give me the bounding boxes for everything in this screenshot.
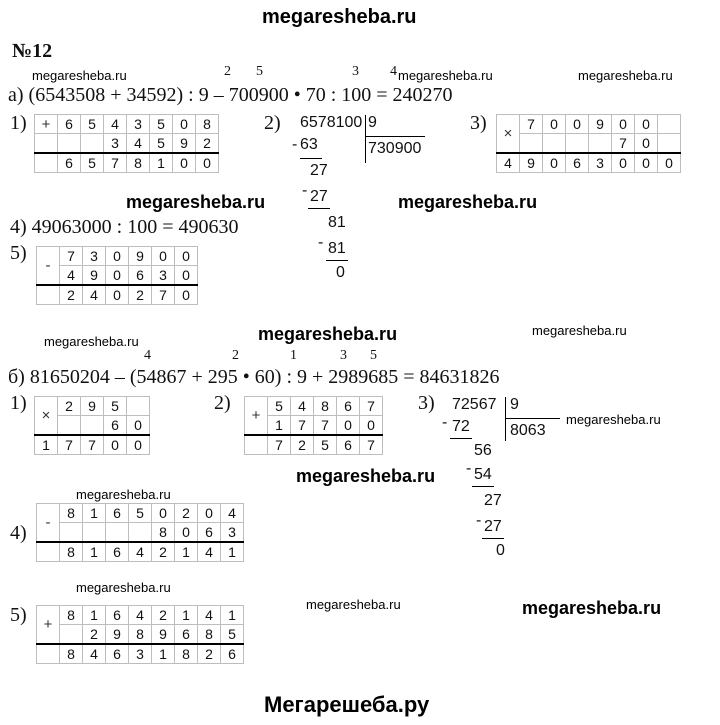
digit: 8 — [152, 523, 175, 543]
digit: 1 — [175, 542, 198, 562]
digit — [520, 134, 543, 154]
step-label: 3) — [470, 112, 487, 134]
digit: 4 — [127, 134, 150, 154]
digit: 2 — [129, 285, 152, 305]
digit: 5 — [81, 115, 104, 134]
digit: 0 — [635, 115, 658, 134]
divisor: 9 — [510, 396, 519, 413]
addition-table — [36, 605, 244, 664]
digit — [543, 134, 566, 154]
step-label: 2) — [214, 392, 231, 414]
dividend: 6578100 — [300, 114, 363, 131]
watermark-bottom: Мегарешеба.ру — [264, 692, 430, 717]
division-bar — [505, 418, 560, 419]
watermark: megaresheba.ru — [532, 323, 627, 338]
division-line: 56 — [474, 442, 492, 459]
digit: 7 — [291, 416, 314, 436]
watermark: megaresheba.ru — [44, 334, 139, 349]
digit: 9 — [152, 625, 175, 645]
step-label: 1) — [10, 392, 27, 414]
minus-sign: - — [37, 504, 60, 543]
digit: 7 — [612, 134, 635, 154]
digit: 0 — [152, 247, 175, 266]
watermark: megaresheba.ru — [76, 487, 171, 502]
order-mark: 1 — [290, 348, 297, 363]
digit: 6 — [566, 153, 589, 173]
subtraction-table — [36, 246, 198, 305]
digit: 0 — [104, 435, 127, 455]
digit: 3 — [152, 266, 175, 286]
digit: 6 — [106, 542, 129, 562]
digit: 0 — [612, 115, 635, 134]
digit: 5 — [129, 504, 152, 523]
division-line: 27 — [484, 492, 502, 509]
digit: 0 — [658, 153, 681, 173]
digit — [106, 523, 129, 543]
multiplication-table — [496, 114, 681, 173]
digit: 9 — [589, 115, 612, 134]
watermark: megaresheba.ru — [578, 68, 673, 83]
digit: 7 — [520, 115, 543, 134]
digit: 1 — [83, 542, 106, 562]
digit: 6 — [104, 416, 127, 436]
cell — [37, 285, 60, 305]
digit: 2 — [175, 504, 198, 523]
step-4-equation: 4) 49063000 : 100 = 490630 — [10, 216, 239, 238]
digit: 1 — [150, 153, 173, 173]
digit: 7 — [152, 285, 175, 305]
digit: 6 — [221, 644, 244, 664]
digit: 1 — [221, 542, 244, 562]
digit — [129, 523, 152, 543]
digit — [60, 625, 83, 645]
digit: 8 — [198, 625, 221, 645]
digit: 4 — [129, 606, 152, 625]
digit: 4 — [60, 266, 83, 286]
digit: 2 — [152, 542, 175, 562]
digit: 5 — [150, 134, 173, 154]
digit: 0 — [106, 266, 129, 286]
watermark: megaresheba.ru — [522, 598, 662, 618]
digit: 3 — [104, 134, 127, 154]
rule — [300, 158, 322, 159]
order-mark: 3 — [352, 64, 359, 79]
digit: 5 — [221, 625, 244, 645]
digit — [60, 523, 83, 543]
order-mark: 3 — [340, 348, 347, 363]
watermark: megaresheba.ru — [76, 580, 171, 595]
rule — [472, 486, 494, 487]
division-line: 0 — [336, 264, 345, 281]
addition-table — [34, 114, 219, 173]
multiplication-table — [34, 396, 150, 455]
addition-table — [244, 396, 383, 455]
digit: 5 — [81, 153, 104, 173]
order-mark: 4 — [144, 348, 151, 363]
digit: 0 — [543, 153, 566, 173]
watermark: megaresheba.ru — [296, 466, 436, 486]
digit: 6 — [175, 625, 198, 645]
digit: 8 — [129, 625, 152, 645]
watermark: megaresheba.ru — [566, 412, 661, 427]
digit: 8 — [60, 504, 83, 523]
equation-a: а) (6543508 + 34592) : 9 – 700900 • 70 : 100 = 240270 — [8, 84, 453, 106]
times-sign: × — [497, 115, 520, 154]
minus-sign: - — [292, 136, 298, 153]
digit: 1 — [35, 435, 58, 455]
plus-sign: + — [245, 397, 268, 436]
order-mark: 4 — [390, 64, 397, 79]
digit: 0 — [175, 266, 198, 286]
digit: 6 — [58, 153, 81, 173]
digit: 6 — [106, 606, 129, 625]
equation-b: б) 81650204 – (54867 + 295 • 60) : 9 + 2989685 = 84631826 — [8, 366, 500, 388]
division-line: 54 — [474, 466, 492, 483]
digit: 2 — [152, 606, 175, 625]
digit: 1 — [83, 606, 106, 625]
digit: 6 — [337, 397, 360, 416]
division-bar — [505, 397, 506, 441]
digit: 4 — [83, 285, 106, 305]
digit: 4 — [291, 397, 314, 416]
digit: 3 — [83, 247, 106, 266]
digit: 9 — [520, 153, 543, 173]
digit: 9 — [81, 397, 104, 416]
digit — [81, 134, 104, 154]
watermark: megaresheba.ru — [258, 324, 398, 344]
digit: 0 — [635, 153, 658, 173]
digit — [566, 134, 589, 154]
divisor: 9 — [368, 114, 377, 131]
digit: 7 — [104, 153, 127, 173]
minus-sign: - — [302, 182, 308, 199]
watermark: megaresheba.ru — [398, 68, 493, 83]
watermark: megaresheba.ru — [398, 192, 538, 212]
digit: 0 — [152, 504, 175, 523]
digit: 4 — [83, 644, 106, 664]
digit: 3 — [127, 115, 150, 134]
minus-sign: - — [37, 247, 60, 286]
watermark: megaresheba.ru — [32, 68, 127, 83]
digit: 1 — [83, 504, 106, 523]
digit — [658, 115, 681, 134]
digit: 7 — [268, 435, 291, 455]
step-label: 2) — [264, 112, 281, 134]
digit: 2 — [83, 625, 106, 645]
digit: 2 — [60, 285, 83, 305]
digit: 0 — [173, 153, 196, 173]
step-label: 3) — [418, 392, 435, 414]
watermark: megaresheba.ru — [306, 597, 401, 612]
division-line: 27 — [484, 518, 502, 535]
digit: 1 — [221, 606, 244, 625]
digit: 5 — [314, 435, 337, 455]
division-line: 0 — [496, 542, 505, 559]
digit: 0 — [106, 247, 129, 266]
division-line: 72 — [452, 418, 470, 435]
watermark: megaresheba.ru — [126, 192, 266, 212]
digit: 0 — [360, 416, 383, 436]
digit — [58, 416, 81, 436]
division-line: 63 — [300, 136, 318, 153]
digit: 7 — [314, 416, 337, 436]
digit — [127, 397, 150, 416]
digit: 2 — [58, 397, 81, 416]
digit: 6 — [129, 266, 152, 286]
problem-number: №12 — [12, 40, 53, 62]
digit: 5 — [104, 397, 127, 416]
digit: 6 — [58, 115, 81, 134]
digit: 0 — [106, 285, 129, 305]
digit: 0 — [612, 153, 635, 173]
division-bar — [365, 136, 425, 137]
cell — [35, 153, 58, 173]
plus-sign: + — [35, 115, 58, 134]
digit: 2 — [196, 134, 219, 154]
digit — [589, 134, 612, 154]
rule — [326, 260, 348, 261]
digit: 8 — [175, 644, 198, 664]
digit: 0 — [127, 435, 150, 455]
digit: 1 — [175, 606, 198, 625]
plus-sign: + — [37, 606, 60, 645]
digit: 0 — [127, 416, 150, 436]
watermark-top: megaresheba.ru — [262, 6, 417, 28]
digit: 0 — [198, 504, 221, 523]
order-mark: 5 — [370, 348, 377, 363]
rule — [482, 538, 504, 539]
digit: 6 — [106, 644, 129, 664]
digit: 9 — [129, 247, 152, 266]
digit: 7 — [360, 397, 383, 416]
digit: 4 — [198, 606, 221, 625]
digit: 9 — [106, 625, 129, 645]
digit — [81, 416, 104, 436]
cell — [35, 134, 58, 154]
digit: 5 — [150, 115, 173, 134]
division-line: 27 — [310, 162, 328, 179]
step-label: 1) — [10, 112, 27, 134]
cell — [37, 644, 60, 664]
digit: 4 — [129, 542, 152, 562]
dividend: 72567 — [452, 396, 497, 413]
digit: 1 — [152, 644, 175, 664]
digit: 0 — [173, 115, 196, 134]
digit: 7 — [60, 247, 83, 266]
digit: 8 — [60, 644, 83, 664]
subtraction-table — [36, 503, 244, 562]
division-line: 27 — [310, 188, 328, 205]
digit: 8 — [196, 115, 219, 134]
quotient: 8063 — [510, 422, 546, 439]
division-bar — [365, 115, 366, 163]
digit: 8 — [60, 542, 83, 562]
digit: 7 — [81, 435, 104, 455]
digit: 0 — [566, 115, 589, 134]
digit: 0 — [635, 134, 658, 154]
digit: 3 — [129, 644, 152, 664]
digit: 7 — [360, 435, 383, 455]
digit: 6 — [198, 523, 221, 543]
step-label: 5) — [10, 242, 27, 264]
digit: 1 — [268, 416, 291, 436]
digit: 9 — [173, 134, 196, 154]
order-mark: 5 — [256, 64, 263, 79]
rule — [308, 208, 330, 209]
step-label: 4) — [10, 522, 27, 544]
times-sign: × — [35, 397, 58, 436]
digit: 0 — [175, 285, 198, 305]
digit: 8 — [127, 153, 150, 173]
minus-sign: - — [476, 512, 482, 529]
digit: 3 — [589, 153, 612, 173]
digit: 9 — [83, 266, 106, 286]
digit: 3 — [221, 523, 244, 543]
digit: 6 — [337, 435, 360, 455]
digit: 0 — [337, 416, 360, 436]
digit: 8 — [314, 397, 337, 416]
digit: 5 — [268, 397, 291, 416]
digit: 6 — [106, 504, 129, 523]
division-line: 81 — [328, 240, 346, 257]
digit: 0 — [175, 523, 198, 543]
digit: 4 — [221, 504, 244, 523]
cell — [245, 435, 268, 455]
division-line: 81 — [328, 214, 346, 231]
order-mark: 2 — [224, 64, 231, 79]
minus-sign: - — [442, 414, 448, 431]
step-label: 5) — [10, 604, 27, 626]
digit: 0 — [543, 115, 566, 134]
digit: 7 — [58, 435, 81, 455]
digit: 0 — [196, 153, 219, 173]
digit: 2 — [198, 644, 221, 664]
digit: 0 — [175, 247, 198, 266]
quotient: 730900 — [368, 140, 422, 157]
digit — [83, 523, 106, 543]
digit: 4 — [497, 153, 520, 173]
digit: 2 — [291, 435, 314, 455]
order-mark: 2 — [232, 348, 239, 363]
digit: 4 — [198, 542, 221, 562]
digit — [58, 134, 81, 154]
rule — [450, 438, 472, 439]
cell — [37, 542, 60, 562]
minus-sign: - — [318, 234, 324, 251]
digit: 8 — [60, 606, 83, 625]
digit: 4 — [104, 115, 127, 134]
digit — [658, 134, 681, 154]
minus-sign: - — [466, 460, 472, 477]
